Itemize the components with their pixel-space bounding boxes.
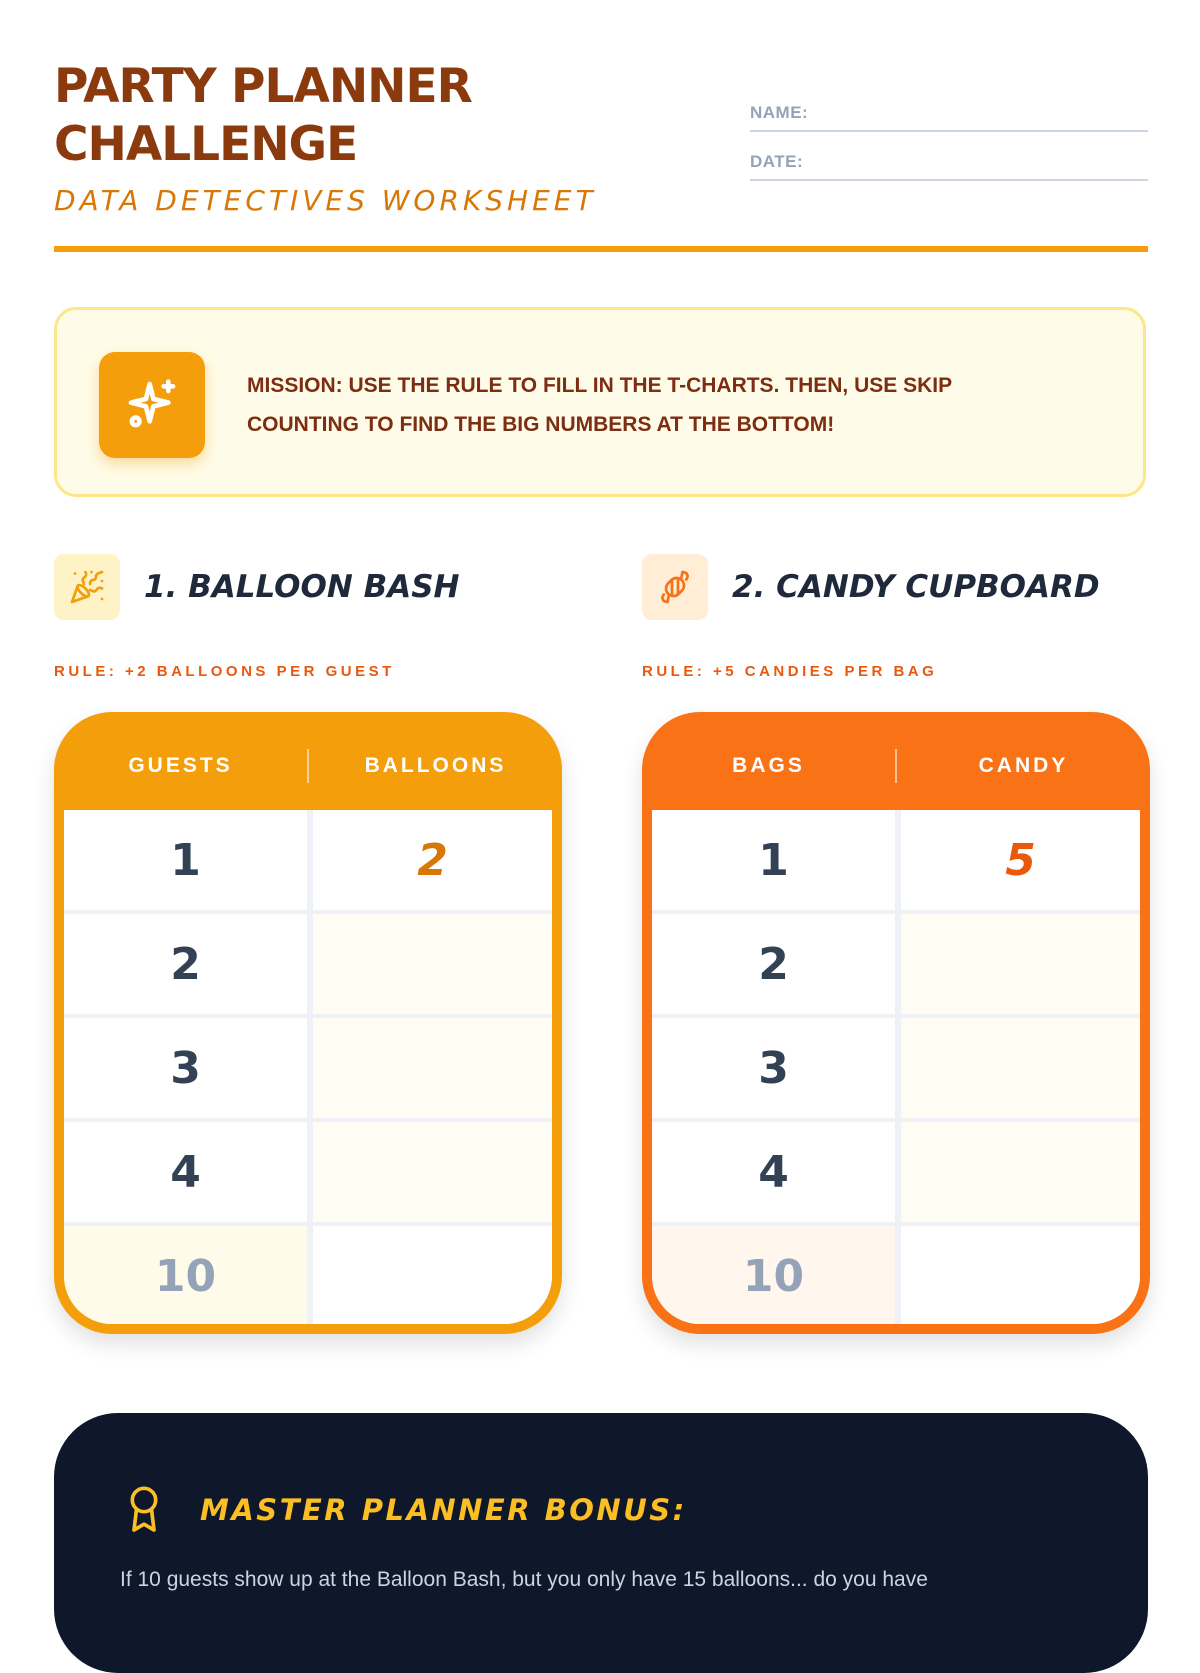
candy-answer-cell[interactable]	[901, 1226, 1140, 1324]
sparkles-icon	[99, 352, 205, 458]
bags-cell: 1	[652, 810, 895, 910]
balloons-answer-cell[interactable]	[313, 1018, 552, 1118]
table-row	[652, 1226, 1140, 1324]
mission-text: MISSION: USE THE RULE TO FILL IN THE T-CHARTS. THEN, USE SKIP COUNTING TO FIND THE BIG NUMBERS AT THE BOTTOM!	[247, 374, 952, 436]
column-header-guests: GUESTS	[128, 754, 233, 777]
header-divider	[54, 246, 1148, 252]
bonus-title: MASTER PLANNER BONUS:	[200, 1493, 687, 1527]
balloons-cell: 2	[313, 810, 552, 910]
title-line-2: CHALLENGE	[54, 117, 358, 172]
table-row	[64, 1122, 552, 1222]
t-chart-body	[652, 810, 1140, 1324]
balloons-answer-cell[interactable]	[313, 914, 552, 1014]
guests-cell: 1	[64, 810, 307, 910]
candy-answer-cell[interactable]	[901, 1018, 1140, 1118]
t-chart-body	[64, 810, 552, 1324]
candy-t-chart	[642, 712, 1150, 1334]
section-balloon-bash-heading	[54, 554, 460, 620]
bonus-heading	[124, 1485, 687, 1535]
balloons-answer-cell[interactable]	[313, 1226, 552, 1324]
table-row	[64, 1018, 552, 1118]
column-header-bags: BAGS	[732, 754, 805, 777]
section-candy-cupboard-heading	[642, 554, 1100, 620]
candy-icon	[642, 554, 708, 620]
candy-rule: RULE: +5 CANDIES PER BAG	[642, 663, 938, 680]
guests-cell: 2	[64, 914, 307, 1014]
table-row	[652, 810, 1140, 910]
party-popper-icon	[54, 554, 120, 620]
t-chart-header	[54, 712, 562, 810]
bags-cell: 3	[652, 1018, 895, 1118]
table-row	[64, 1226, 552, 1324]
balloon-t-chart	[54, 712, 562, 1334]
award-icon	[124, 1485, 164, 1535]
student-fields	[750, 96, 1148, 194]
section-title: 2. CANDY CUPBOARD	[732, 569, 1100, 605]
candy-cell: 5	[901, 810, 1140, 910]
table-row	[64, 810, 552, 910]
candy-answer-cell[interactable]	[901, 914, 1140, 1014]
guests-cell: 10	[64, 1226, 307, 1324]
title-line-1: PARTY PLANNER	[54, 59, 472, 114]
section-title: 1. BALLOON BASH	[144, 569, 460, 605]
mission-box	[54, 307, 1146, 497]
bags-cell: 4	[652, 1122, 895, 1222]
bonus-text: If 10 guests show up at the Balloon Bash, but you only have 15 balloons... do you have	[120, 1568, 928, 1591]
date-label: DATE:	[750, 152, 804, 171]
name-label: NAME:	[750, 103, 809, 122]
balloon-rule: RULE: +2 BALLOONS PER GUEST	[54, 663, 395, 680]
guests-cell: 4	[64, 1122, 307, 1222]
name-field[interactable]	[750, 96, 1148, 132]
table-row	[64, 914, 552, 1014]
balloons-answer-cell[interactable]	[313, 1122, 552, 1222]
page-subtitle: DATA DETECTIVES WORKSHEET	[54, 184, 597, 217]
date-field[interactable]	[750, 145, 1148, 181]
table-row	[652, 1122, 1140, 1222]
t-chart-header	[642, 712, 1150, 810]
column-header-candy: CANDY	[978, 754, 1069, 777]
bags-cell: 10	[652, 1226, 895, 1324]
candy-answer-cell[interactable]	[901, 1122, 1140, 1222]
bags-cell: 2	[652, 914, 895, 1014]
table-row	[652, 914, 1140, 1014]
column-header-balloons: BALLOONS	[364, 754, 507, 777]
guests-cell: 3	[64, 1018, 307, 1118]
bonus-panel	[54, 1413, 1148, 1673]
table-row	[652, 1018, 1140, 1118]
